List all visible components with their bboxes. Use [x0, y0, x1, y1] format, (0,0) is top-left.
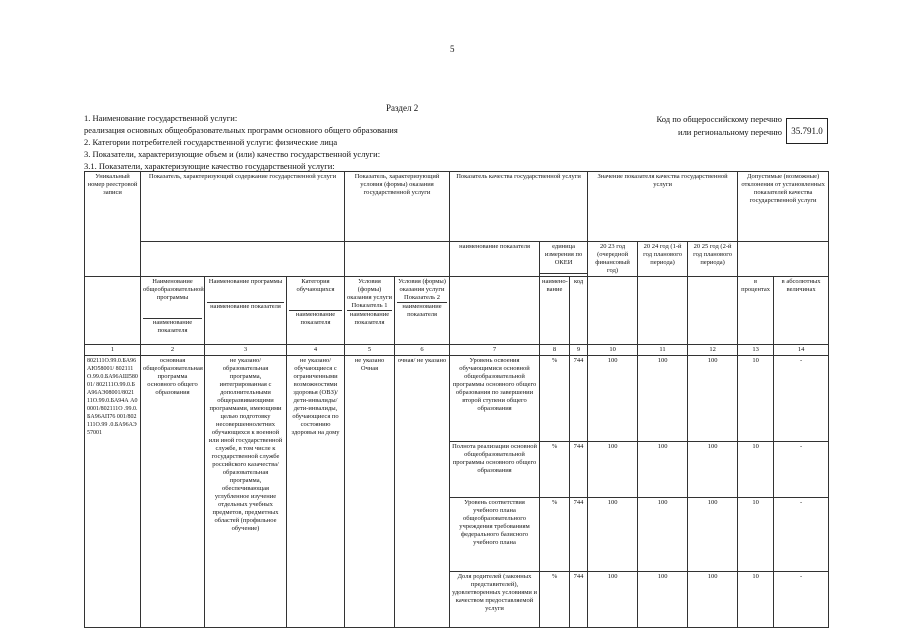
indicator-unit: % — [540, 572, 570, 628]
page-number: 5 — [450, 44, 455, 54]
col-unit-code: код — [570, 277, 588, 345]
indicator-value-2025: 100 — [688, 442, 738, 498]
program-name-value: не указано/ образовательная программа, интегрированная с дополнительными общеразвивающими программами, имеющими целью подготовку несовершеннолетних обучающихся к военной или иной государственной службе, в том числе к государственной службе российского казачества/образовательная программа, обеспечивающая углубленное изучение отдельных учебных предметов, предметных областей (профильное обучение) — [205, 356, 287, 628]
column-numbers-row: 1 2 3 4 5 6 7 8 9 10 11 12 13 14 — [85, 345, 829, 356]
indicator-unit: % — [540, 498, 570, 572]
header-conditions: Показатель, характеризующий условия (формы) оказания государственной услуги — [345, 172, 450, 242]
indicator-unit: % — [540, 442, 570, 498]
header-reg: Уникальный номер реестровой записи — [85, 172, 141, 277]
header-indicator-name: наименование показателя — [450, 242, 540, 277]
header-unit: единица измерения по ОКЕИ — [540, 242, 588, 274]
quality-indicators-heading: 3.1. Показатели, характеризующие качество государственной услуги: — [84, 161, 335, 171]
indicator-code: 744 — [570, 498, 588, 572]
indicator-value-2024: 100 — [638, 442, 688, 498]
col-dev-percent: в процентах — [738, 277, 774, 345]
indicator-code: 744 — [570, 572, 588, 628]
indicator-value-2024: 100 — [638, 498, 688, 572]
col-dev-absolute: в абсолютных величинах — [774, 277, 829, 345]
col-program-name: Наименование программы наименование показателя — [205, 277, 287, 345]
indicator-name: Полнота реализации основной общеобразовательной программы основного общего образования — [450, 442, 540, 498]
indicators-heading: 3. Показатели, характеризующие объем и (или) качество государственной услуги: — [84, 149, 381, 159]
col-condition-2: Условия (формы) оказания услуги Показатель 2 наименование показателя — [395, 277, 450, 345]
indicator-code: 744 — [570, 356, 588, 442]
reg-number: 802111О.99.0.БА96АЮ58001/ 802111О.99.0.БА96АШ58001/ 802111О.99.0.БА96АЭ08001/8021 11О.99.0.БА94А А00001/802111О .99.0.БА96АП76 001/802111О.99 .0.БА96АЭ57001 — [85, 356, 141, 628]
indicator-code: 744 — [570, 442, 588, 498]
condition-2-value: очная/ не указано — [395, 356, 450, 628]
indicator-name: Уровень соответствия учебного плана общеобразовательного учреждения требованиям федерального базисного учебного плана — [450, 498, 540, 572]
indicator-value-2023: 100 — [588, 442, 638, 498]
indicator-dev-absolute: - — [774, 442, 829, 498]
service-name-value: реализация основных общеобразовательных программ основного общего образования — [84, 125, 398, 135]
service-name-label: 1. Наименование государственной услуги: — [84, 113, 238, 123]
header-values: Значение показателя качества государственной услуги — [588, 172, 738, 242]
indicator-dev-percent: 10 — [738, 442, 774, 498]
header-year1: 20 23 год (очередной финансовый год) — [588, 242, 638, 277]
table-row — [85, 356, 829, 442]
indicator-dev-absolute: - — [774, 572, 829, 628]
indicator-value-2025: 100 — [688, 572, 738, 628]
consumer-category: 2. Категории потребителей государственной услуги: физические лица — [84, 137, 338, 147]
col-unit-name: наимено-вание — [540, 277, 570, 345]
header-year2: 20 24 год (1-й год планового периода) — [638, 242, 688, 277]
indicator-value-2023: 100 — [588, 356, 638, 442]
indicator-value-2024: 100 — [638, 356, 688, 442]
indicator-dev-percent: 10 — [738, 356, 774, 442]
col-student-category: Категория обучающихся наименование показателя — [287, 277, 345, 345]
okved-label: Код по общероссийскому перечню или региональному перечню — [656, 114, 782, 137]
quality-table — [84, 171, 829, 628]
header-year3: 20 25 год (2-й год планового периода) — [688, 242, 738, 277]
indicator-value-2023: 100 — [588, 572, 638, 628]
section-title: Раздел 2 — [386, 103, 419, 113]
indicator-name: Доля родителей (законных представителей), удовлетворенных условиями и качеством предоставляемой услуги — [450, 572, 540, 628]
indicator-value-2024: 100 — [638, 572, 688, 628]
indicator-dev-absolute: - — [774, 498, 829, 572]
indicator-value-2025: 100 — [688, 498, 738, 572]
okved-code: 35.791.0 — [786, 118, 828, 144]
indicator-dev-percent: 10 — [738, 498, 774, 572]
col-program-type: Наименование общеобразовательной программы наименование показателя — [141, 277, 205, 345]
indicator-value-2023: 100 — [588, 498, 638, 572]
condition-1-value: не указано Очная — [345, 356, 395, 628]
program-type-value: основная общеобразовательная программа основного общего образования — [141, 356, 205, 628]
student-category-value: не указано/ обучающиеся с ограниченными возможностями здоровья (ОВЗ)/дети-инвалиды/дети-инвалиды, обучающиеся по состоянию здоровья на дому — [287, 356, 345, 628]
indicator-value-2025: 100 — [688, 356, 738, 442]
indicator-dev-absolute: - — [774, 356, 829, 442]
header-quality: Показатель качества государственной услуги — [450, 172, 588, 242]
indicator-name: Уровень освоения обучающимися основной общеобразовательной программы основного общего образования по завершении второй ступени общего образования — [450, 356, 540, 442]
indicator-dev-percent: 10 — [738, 572, 774, 628]
header-content: Показатель, характеризующий содержание государственной услуги — [141, 172, 345, 242]
col-condition-1: Условия (формы) оказания услуги Показатель 1 наименование показателя — [345, 277, 395, 345]
header-deviation: Допустимые (возможные) отклонения от установленных показателей качества государственной услуги — [738, 172, 829, 242]
indicator-unit: % — [540, 356, 570, 442]
